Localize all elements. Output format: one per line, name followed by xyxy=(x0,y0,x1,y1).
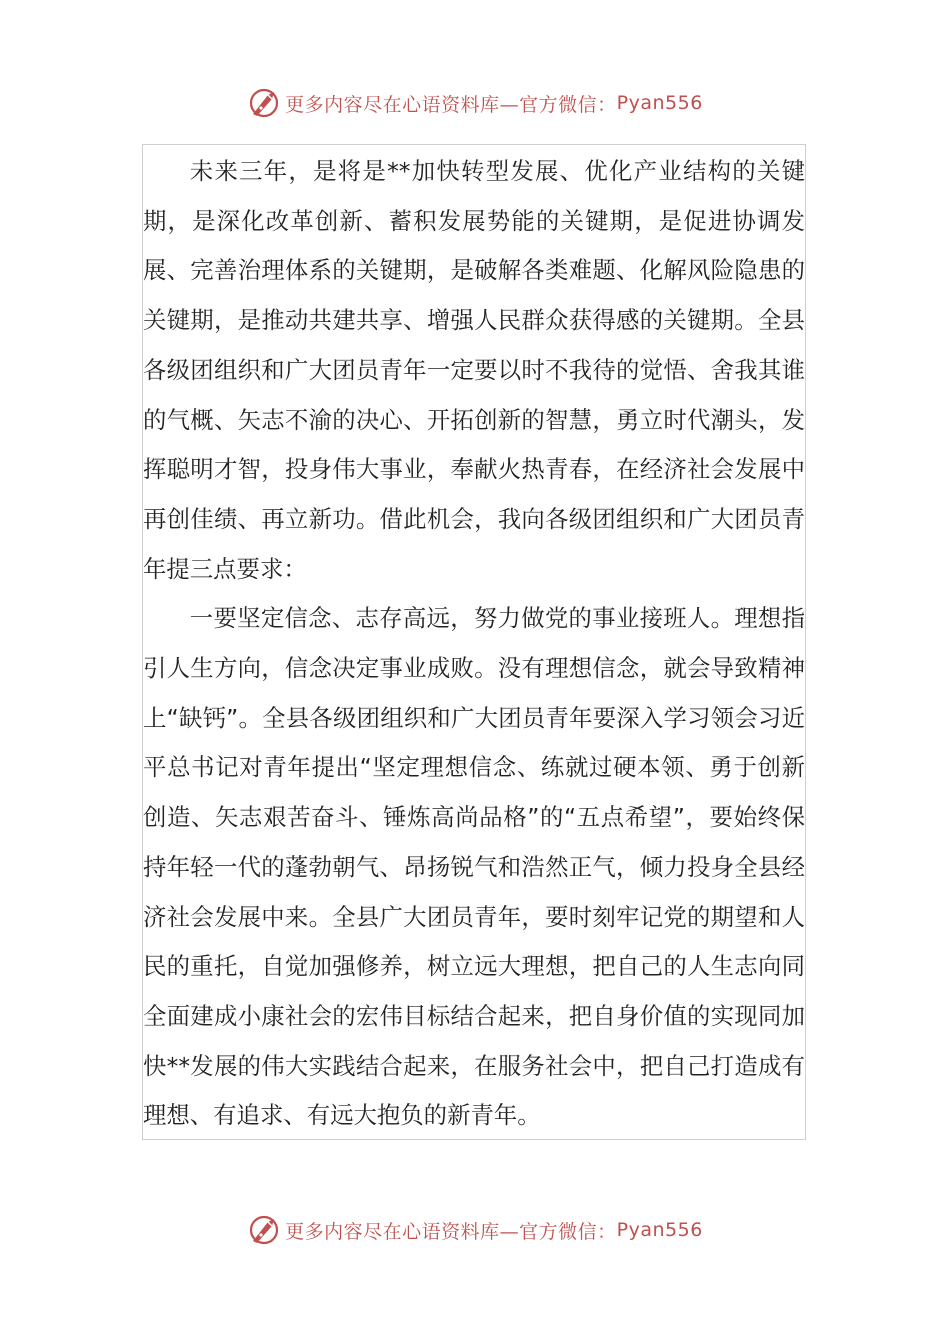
document-body xyxy=(142,144,806,1140)
footer-watermark-banner xyxy=(0,1210,950,1250)
banner-text: 更多内容尽在心语资料库—官方微信： xyxy=(285,1220,617,1243)
banner-wechat-id: Pyan556 xyxy=(616,92,703,114)
paragraph-1: 未来三年，是将是**加快转型发展、优化产业结构的关键期，是深化改革创新、蓄积发展势能的关键期，是促进协调发展、完善治理体系的关键期，是破解各类难题、化解风险隐患的关键期，是推动共建共享、增强人民群众获得感的关键期。全县各级团组织和广大团员青年一定要以时不我待的觉悟、舍我其谁的气概、矢志不渝的决心、开拓创新的智慧，勇立时代潮头，发挥聪明才智，投身伟大事业，奉献火热青春，在经济社会发展中再创佳绩、再立新功。借此机会，我向各级团组织和广大团员青年提三点要求： xyxy=(143,157,805,583)
banner-wechat-id: Pyan556 xyxy=(616,1219,703,1241)
paragraph-2: 一要坚定信念、志存高远，努力做党的事业接班人。理想指引人生方向，信念决定事业成败。没有理想信念，就会导致精神上“缺钙”。全县各级团组织和广大团员青年要深入学习领会习近平总书记对青年提出“坚定理想信念、练就过硬本领、勇于创新创造、矢志艰苦奋斗、锤炼高尚品格”的“五点希望”，要始终保持年轻一代的蓬勃朝气、昂扬锐气和浩然正气，倾力投身全县经济社会发展中来。全县广大团员青年，要时刻牢记党的期望和人民的重托，自觉加强修养，树立远大理想，把自己的人生志向同全面建成小康社会的宏伟目标结合起来，把自身价值的实现同加快**发展的伟大实践结合起来，在服务社会中，把自己打造成有理想、有追求、有远大抱负的新青年。 xyxy=(143,604,805,1130)
pen-nib-circle-icon xyxy=(247,1213,281,1247)
header-watermark-banner xyxy=(0,83,950,123)
pen-nib-circle-icon xyxy=(247,86,281,120)
banner-text: 更多内容尽在心语资料库—官方微信： xyxy=(285,93,617,116)
